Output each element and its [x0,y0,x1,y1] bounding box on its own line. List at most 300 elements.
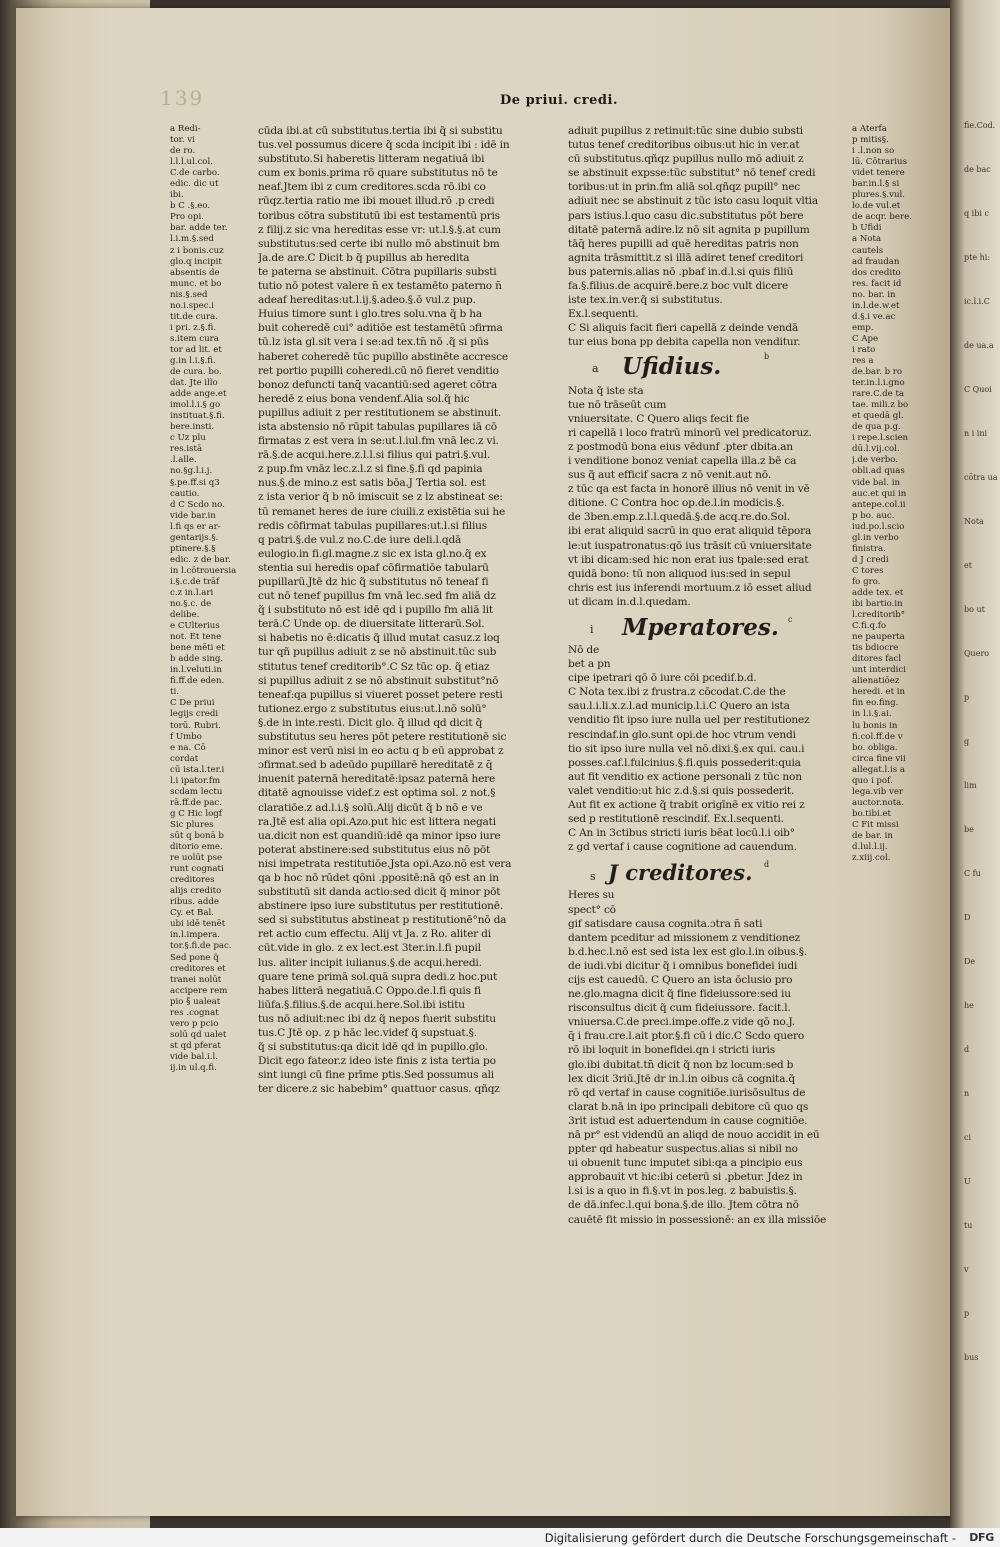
text-line: tutio nō potest valere n̄ ex testamēto paterno n̄ [258,280,502,293]
gloss-line: auctor.nota. [852,797,905,808]
gloss-line: d C Scdo no. [170,499,225,510]
next-page-fragment: he [964,1001,974,1010]
next-page-fragment: d [964,1045,970,1054]
gloss-line: circa fine vii [852,753,906,764]
text-line: Heres su [568,889,615,902]
paragraph-block [568,384,848,610]
gloss-line: i pri. z.§.fi. [170,322,217,333]
gloss-line: vide bal.i.l. [170,1051,218,1062]
text-line: venditio fit ipso iure nulla uel per restitutionez [568,714,810,727]
gloss-line: scdam lectu [170,786,223,797]
gloss-line: res a [852,355,874,366]
gloss-line: creditores et [170,963,226,974]
gloss-line: tis bdiocre [852,643,899,654]
gloss-line: pio §̄ ualeat [170,996,221,1007]
gloss-line: creditores [170,875,215,886]
gloss-line: j.de verbo. [852,455,899,466]
gloss-line: rā.ff.de pac. [170,797,222,808]
gloss-line: ti. [170,687,179,698]
text-line: z filij.z sic vna hereditas esse vr: ut.l.§.§.at cum [258,223,501,236]
gloss-line: C tores [852,565,884,576]
text-line: ui obuenit tunc imputet sibi:qa a pincipio eus [568,1157,803,1170]
gloss-line: emp. [852,322,874,333]
gloss-line: bo.tibi.et [852,808,891,819]
gloss-line: bar.in.l.§ si [852,179,900,190]
text-line: rescindaf.in glo.sunt opi.de hoc vtrum vendi [568,728,796,741]
gloss-line: in.l.veluti.in [170,665,222,676]
text-line: substitutus seu heres pōt petere restitutionē sic [258,731,507,744]
gloss-line: instituat.§.fi. [170,411,225,422]
text-line: nus.§.de mino.z est satis bōa.J Tertia sol. est [258,477,486,490]
gloss-line: d.§.i ve.ac [852,311,896,322]
text-line: poterat abstinere:sed substitutus eius nō pōt [258,843,491,856]
gloss-line: Pro opi. [170,212,204,223]
gloss-line: not. Et tene [170,632,222,643]
text-line: ditione. C Contra hoc op.de.l.in modicis.§. [568,497,785,510]
gloss-line: b adde sing. [170,654,224,665]
gloss-line: adde ange.et [170,389,227,400]
gloss-line: d.lul.l.ij. [852,842,888,853]
gloss-line: bar. adde ter. [170,223,228,234]
gloss-line: no. bar. in [852,289,896,300]
gloss-marker: a [592,361,599,375]
gloss-line: in l.i.§.ai. [852,709,892,720]
gloss-line: tor.§.fi.de pac. [170,941,232,952]
rubric-si-creditores [568,858,848,888]
text-line: substitutū sit danda actio:sed dicit q̃ minor pōt [258,886,501,899]
text-line: agnita trāsmittit.z si illā adiret tenef creditori [568,251,804,264]
next-page-fragment: tu [964,1221,973,1230]
text-line: ɔfirmat.sed b adeūdo pupillarē hereditatē z q̄ [258,759,493,772]
text-line: abstinere ipso iure substitutus per restitutionē. [258,900,503,913]
gloss-line: C De priui [170,698,215,709]
text-line: gif satisdare causa cognita.ɔtra n̄ sati [568,917,763,930]
text-line: sus q̃ aut efficif sacra z nō venit.aut nō. [568,469,772,482]
text-line: pupillarū.Jtē dz hic q̃ substitutus nō teneaf fi [258,576,489,588]
text-line: q patri.§.de vul.z no.C.de iure deli.l.qdā [258,533,462,546]
gloss-line: in l.cōtrouersia [170,565,237,576]
text-line: q̃ si substitutus:qa dicit idē qd in pupillo.glo. [258,1041,488,1054]
gloss-line: gl.in verbo [852,532,899,543]
gloss-line: cordat [170,753,199,764]
text-line: 3rit istud est aduertendum in cause cognitiōe. [568,1114,808,1127]
text-line: ditatē paternā adire.lz nō sit agnita p pupillum [568,223,810,236]
gloss-marker: s [590,870,596,884]
gloss-left-column [170,124,250,1074]
text-line: b.d.hec.l.nō est sed ista lex est glo.l.in oibus.§. [568,945,807,958]
text-line: terā.C Unde op. de diuersitate litterarū.Sol. [258,618,485,631]
text-line: de iudi.vbi dicitur q̃ i omnibus bonefidei iudi [568,959,798,972]
gloss-line: de bar. in [852,831,893,841]
text-line: adeaf hereditas:ut.l.ij.§.adeo.§.ō vul.z pup. [258,294,476,307]
gloss-line: de acqr. bere. [852,212,912,223]
gloss-line: bere.insti. [170,422,215,433]
gloss-line: res .cognat [170,1007,219,1018]
text-line: fa.§.filius.de acquirē.bere.z boc vult dicere [568,280,789,293]
gloss-line: finistra. [852,543,886,554]
text-line: dantem pceditur ad missionem z venditionez [568,931,801,944]
text-line: minor est verū nisi in eo actu q b eū approbat z [258,745,504,758]
next-page-fragment: p [964,693,970,702]
text-line: toribus:ut in prin.fm aliā sol.qñqz pupill° nec [568,181,801,194]
gloss-line: C Ape [852,333,879,344]
text-line: buit coheredē cui° aditiōe est testamētū ɔfirma [258,322,503,335]
gloss-line: C Fit missi [852,819,899,830]
text-line: tāq̄ heres pupilli ad quē hereditas patris non [568,237,799,250]
text-line: cūda ibi.at cū substitutus.tertia ibi q̃ si substitu [258,125,503,137]
text-line: z postmodū bona eius vēdunf .pter dbita.an [568,440,793,453]
gloss-line: de qua p.g. [852,422,901,433]
text-line: de 3ben.emp.z.l.l.quedā.§.de acq.re.do.Sol. [568,511,790,524]
gloss-line: gentarijs.§. [170,532,219,543]
next-page-fragment: q ibi c [964,209,989,218]
next-page-fragment: De [964,957,976,966]
gloss-line: lū. Cōtrarius [852,157,907,168]
text-line: spect° cō [568,903,616,916]
gloss-marker: c [788,615,793,624]
next-page-fragment: de bac [964,165,991,174]
gloss-line: e na. Cō [170,742,206,753]
text-line: nā pr° est videndū an aliqd de nouo accidit in eū [568,1129,820,1141]
next-page-fragment: cōtra ua [964,473,998,482]
gloss-line: edic. dic ut [170,179,219,190]
gloss-line: legijs credi [170,709,219,720]
text-line: tū remanet heres de iure ciuili.z existētia sui he [258,505,506,518]
text-line: ua.dicit non est quandiū:idē qa minor ipso iure [258,829,501,842]
text-line: de dā.infec.l.qui bona.§.de illo. Jtem cōtra nō [568,1199,799,1212]
gloss-line: b C .§.eo. [170,201,211,212]
gloss-line: z i bonis.cuz [170,245,224,256]
gloss-line: vide bar.in [170,510,216,521]
gloss-line: i rato [852,344,876,355]
gloss-line: c Uz plu [170,433,206,444]
text-line: ppter qd habeatur suspectus.alias si nibil no [568,1143,798,1156]
text-line: ne.glo.magna dicit q̃ fine fideiussore:sed iu [568,988,791,1001]
text-line: C Nota tex.ibi z frustra.z cōcodat.C.de the [568,686,786,699]
gloss-line: lega.vib ver [852,786,904,797]
text-line: rā.§.de acqui.here.z.l.l.si filius qui patri.§.vul. [258,449,491,462]
gloss-line: accipere rem [170,985,228,996]
gloss-line: edic. z de bar. [170,554,231,565]
text-line: Huius timore sunt i glo.tres solu.vna q̃ b ha [258,308,482,321]
gloss-line: Sed pone q̃ [170,952,219,963]
text-line: z gd vertaf i cause cognitione ad cauendum. [568,841,797,854]
text-line: sint iungi cū fine prīme ptis.Sed possumus ali [258,1069,494,1082]
gloss-line: dū.l.vij.col. [852,444,900,455]
text-line: neaf.Jtem ibi z cum creditores.scda rō.ibi co [258,181,486,194]
next-page-fragment: lim [964,781,977,790]
text-line: redis cōfirmat tabulas pupillares:ut.l.si filius [258,519,488,532]
gloss-line: antepe.col.ii [852,499,906,510]
text-line: §.de in inte.resti. Dicit glo. q̃ illud qd dicit q̃ [258,716,483,729]
next-page-fragment: ci [964,1133,972,1142]
text-line: eulogio.in fi.gl.magne.z sic ex ista gl.no.q̃ ex [258,547,487,560]
text-line: cipe ipetrari qō ō iure cōi pcedif.b.d. [568,672,757,685]
gloss-line: e CUlterius [170,621,220,632]
text-line: inuenit paternā hereditatē:ipsaz paternā here [258,773,496,786]
gloss-line: fin eo.fing. [852,698,899,709]
gloss-line: res.istā [170,444,203,455]
gloss-line: obli.ad quas [852,466,905,477]
gloss-line: C.fi.q.fo [852,621,887,632]
text-line: toribus cōtra substitutū ibi est testamentū pris [258,209,500,222]
gloss-line: adde tex. et [852,587,904,598]
text-line: pupillus adiuit z per restitutionem se abstinuit. [258,406,502,419]
text-line: ista abstensio nō rūpit tabulas pupillares iā cō [258,420,497,433]
text-line: haberet coheredē tūc pupillo abstinēte accresce [258,350,508,363]
gloss-line: tae. mili.z bo [852,400,909,411]
text-line: stentia sui heredis opaf cōfirmatiōe tabularū [258,561,489,574]
gloss-line: g C Hic logf [170,808,222,819]
text-line: vt ibi dicam:sed hic non erat ius tpale:sed erat [568,553,809,566]
gloss-line: ubi idē tenēt [170,919,226,930]
page-header-title: De priui. credi. [500,93,618,108]
next-page-edge [950,0,1000,1528]
gloss-line: et quedā gl. [852,411,904,422]
next-page-fragment: pte hi: [964,253,991,262]
text-line: si habetis no ē:dicatis q̃ illud mutat casuz.z loq [258,632,500,645]
text-line: teneaf:qa pupillus si viueret posset petere resti [258,688,503,701]
gloss-line: vero p pcio [170,1018,219,1029]
gloss-line: munc. et bo [170,278,222,289]
gloss-marker: i [590,623,594,636]
gloss-line: ad fraudan [852,256,900,267]
gloss-line: solū qd ualet [170,1029,227,1040]
text-line: nisi impetrata restitutiōe.Jsta opi.Azo.nō est vera [258,857,512,870]
next-page-fragment: g [964,737,970,746]
text-line: tur eius bona pp debita capella non venditur. [568,336,801,349]
gloss-line: p mitis§. [852,135,889,146]
text-line: ibi erat aliquid sacrū in quo erat aliquid tēpora [568,525,812,538]
gloss-line: tranei nolūt [170,974,222,985]
text-line: habes litterā negatiuā.C Oppo.de.l.fi quis fi [258,984,481,997]
text-line: tū.lz ista gl.sit vera i se:ad tex.tn̄ nō .q̃ si pūs [258,336,489,349]
gloss-line: l.i.m.§.sed [170,234,214,245]
gloss-line: ij.in ul.q.fi. [170,1062,217,1073]
gloss-line: allegat.l.is a [852,764,906,775]
next-page-fragment: C fu [964,869,981,878]
gloss-line: bo. obliga. [852,742,898,753]
rubric-heading: Ufidius. [622,352,722,380]
text-line: Ja.de are.C Dicit b q̃ pupillus ab heredita [258,251,470,264]
gloss-line: ne pauperta [852,632,905,643]
text-line: cut nō tenef pupillus fm vnā lec.sed fm aliā dz [258,590,496,603]
gloss-line: dat. Jte illo [170,378,218,389]
text-line: tus nō adiuit:nec ibi dz q̃ nepos fuerit substitu [258,1012,496,1025]
gloss-line: ibi. [170,190,184,201]
text-line: approbauit vt hic:ibi ceterū si .pbetur. Jdez in [568,1171,803,1184]
text-line: lex dicit 3riū.Jtē dr in.l.in oibus cā cognita.q̃ [568,1072,795,1085]
next-page-fragment: ic.l.i.C [964,297,990,306]
text-line: cijs est cauedū. C Quero an ista ōclusio pro [568,973,793,986]
text-line: adiuit nec se abstinuit z tūc isto casu loquit vltia [568,195,818,208]
text-line: substituto.Si haberetis litteram negatiuā ibi [258,153,485,166]
main-text-left-column [258,124,548,1096]
text-line: ut dicam in.d.l.quedam. [568,595,691,608]
text-line: qa b hoc nō rūdet qōni .ppositē:nā qō est an in [258,871,499,884]
text-line: ri capellā i loco fratrū minorū vel predicatoruz. [568,426,812,439]
text-line: sed p restitutionē rescindif. Ex.l.sequenti. [568,813,784,826]
next-page-fragment: n [964,1089,970,1098]
text-line: quare tene primā sol.quā supra dedi.z hoc.put [258,970,498,983]
text-line: Nō de [568,644,600,656]
gloss-line: a Aterfa [852,124,887,134]
gloss-line: iud.po.l.scio [852,521,905,532]
text-line: quidā bono: tū non aliquod ius:sed in sepul [568,567,791,580]
text-line: rō ibi loquit in bonefidei.qn i stricti iuris [568,1044,775,1057]
gloss-line: torū. Rubri. [170,720,221,731]
text-line: posses.caf.l.fulcinius.§.fi.quis possederit:quia [568,756,801,769]
text-line: chris est ius inferendi mortuum.z iō esset aliud [568,581,812,594]
gloss-line: fi.col.ff.de v [852,731,903,742]
gloss-line: tor ad lit. et [170,344,222,355]
text-line: q̃ i substituto nō est idē qd i pupillo fm aliā lit [258,604,493,617]
text-line: tutus tenef creditoribus oibus:ut hic in ver.at [568,139,800,152]
text-line: bonoz defuncti tanq̄ vacantiū:sed ageret cōtra [258,378,497,391]
text-line: firmatas z est vera in se:ut.l.iul.fm vnā lec.z vi. [258,435,499,448]
text-line: risconsultus dicit q̃ cum fideiussore. facit.l. [568,1002,791,1015]
gloss-line: vide bal. in [852,477,901,488]
gloss-line: cū ista.l.ter.i [170,764,225,775]
gloss-line: runt cognati [170,864,224,875]
text-line: te paterna se abstinuit. Cōtra pupillaris substi [258,265,497,278]
text-line: bet a pn [568,658,611,671]
gloss-line: .l.alle. [170,455,197,466]
rubric-ufidius [568,350,848,384]
rubric-heading: Mperatores. [622,614,779,641]
gloss-line: no.§.c. de [170,599,212,610]
gloss-line: c.z in.l.ari [170,587,214,598]
gloss-line: ditores facl [852,654,902,665]
text-line: liūfa.§.filius.§.de acqui.here.Sol.ibi istitu [258,998,465,1011]
text-line: tur qñ pupillus adiuit z se nō abstinuit.tūc sub [258,646,497,659]
next-page-fragment: be [964,825,974,834]
gloss-line: auc.et qui in [852,488,907,499]
gloss-right-column [852,124,932,864]
gloss-line: sūt q bonā b [170,831,224,841]
gloss-line: Cy. et Bal. [170,908,214,919]
gloss-line: alijs credito [170,886,222,897]
gloss-line: i.§.c.de trāf [170,576,220,587]
gloss-line: l.fi qs er ar- [170,521,221,532]
gloss-line: z.xiij.col. [852,853,891,864]
text-line: sed si substitutus abstineat p restitutionē°nō da [258,914,507,927]
gloss-line: lo.de vul.et [852,201,901,212]
text-line: glo.ibi dubitat.tn̄ dicit q̃ non bz locum:sed b [568,1058,794,1071]
text-line: ter dicere.z sic habebim° quattuor casus. qñqz [258,1083,500,1096]
gloss-line: ditorio eme. [170,842,223,853]
text-line: rūqz.tertia ratio me ibi mouet illud.rō .p credi [258,195,495,208]
text-line: l.si is a quo in fi.§.vt in pos.leg. z babuistis.§. [568,1185,797,1198]
text-line: vniuersa.C.de preci.impe.offe.z vide qō no.J. [568,1016,795,1029]
text-line: q̄ i frau.cre.l.ait ptor.§.fi cū i dic.C Scdo quero [568,1030,804,1043]
text-line: z tūc qa est facta in honorē illius nō venit in vē [568,483,810,496]
paragraph-block [568,888,848,1226]
next-page-fragment: bo ut [964,605,985,614]
next-page-fragment: Quero [964,649,990,658]
gloss-line: unt interdici [852,665,906,676]
text-line: tue nō trāseūt cum [568,398,667,411]
gloss-line: fo gro. [852,576,881,587]
rubric-heading: J creditores. [608,860,753,886]
gloss-line: ribus. adde [170,897,219,908]
gloss-line: lu bonis in [852,720,898,731]
gloss-line: no.i.spec.i [170,300,215,311]
text-line: z ista verior q̃ b nō imiscuit se z lz abstineat se: [258,491,503,504]
folio-number: 139 [160,86,205,110]
gloss-line: res. facit id [852,278,902,289]
text-line: iste tex.in.ver.q̃ si substitutus. [568,294,723,307]
gloss-line: in.l.impera. [170,930,220,941]
gloss-line: dos credito [852,267,901,278]
next-page-fragment: p [964,1309,970,1318]
gloss-line: d J credi [852,554,889,565]
next-page-fragment: Nota [964,517,984,526]
text-line: rō qd vertaf in cause cognitiōe.iurisōsultus de [568,1086,806,1099]
gloss-line: de ro. [170,146,196,157]
text-line: tus.C Jtē op. z p hāc lec.videf q̃ supstuat.§. [258,1027,477,1039]
text-line: adiuit pupillus z retinuit:tūc sine dubio substi [568,125,803,137]
gloss-line: b Ufidi [852,223,882,234]
gloss-line: alienatiōez [852,676,900,687]
text-line: claratiōe.z ad.l.i.§ solū.Alij dicūt q̃ b nō e ve [258,801,483,814]
gloss-line: imol.l.i.§ go [170,400,221,411]
gloss-line: in.l.de.w.et [852,300,900,311]
text-line: pars istius.l.quo casu dic.substitutus pōt bere [568,209,804,222]
gloss-line: quo i pof. [852,775,893,786]
text-line: lus. aliter incipit iulianus.§.de acqui.heredi. [258,956,482,969]
text-line: sau.l.i.li.x.z.l.ad municip.l.i.C Quero an ista [568,700,790,713]
next-page-fragment: C Quoi [964,385,992,394]
gloss-line: videt tenere [852,168,905,179]
gloss-line: tor. vi [170,135,195,146]
gloss-line: absentis de [170,267,220,278]
text-line: aut fit venditio ex actione personali z tūc non [568,770,802,783]
gloss-line: de cura. bo. [170,367,222,378]
next-page-fragment: de ua.a [964,341,994,350]
text-line: i venditione bonoz veniat capella illa.z bē ca [568,454,797,467]
text-line: Dicit ego fateor.z ideo iste finis z ista tertia po [258,1055,496,1068]
gloss-line: l.i ipator.fm [170,775,221,786]
gloss-line: i repe.l.scien [852,433,909,444]
gloss-line: ter.in.l.i.gno [852,378,905,389]
text-line: ret portio pupilli coheredi.cū nō fieret venditio [258,364,499,377]
gloss-line: de.bar. b ro [852,367,903,378]
gloss-line: plures.§.vul. [852,190,906,201]
rubric-imperatores [568,613,848,643]
text-line: heredē z eius bona vendenf.Alia sol.q̃ hic [258,392,470,405]
gloss-line: l.l.l.ul.col. [170,157,213,168]
text-line: stitutus tenef creditorib°.C Sz tūc op. q̃ etiaz [258,660,490,673]
text-line: se abstinuit expsse:tūc substitut° nō tenef credi [568,167,816,180]
gloss-line: p bo. auc. [852,510,895,521]
text-line: substitutus:sed certe ibi nullo mō abstinuit bm [258,237,500,250]
next-page-fragment: bus [964,1353,979,1362]
text-line: ra.Jtē est alia opi.Azo.put hic est littera negati [258,815,496,828]
gloss-marker: d [764,860,769,870]
text-line: tutionez.ergo z substitutus eius:ut.l.nō solū° [258,702,487,715]
gloss-line: g.in l.i.§.fi. [170,355,216,366]
text-line: Ex.l.sequenti. [568,308,639,321]
next-page-fragment: v [964,1265,969,1274]
footer-bar [0,1528,1000,1547]
text-line: vniuersitate. C Quero aliqs fecit fie [568,412,750,425]
next-page-fragment: n i ini [964,429,988,438]
text-line: ret actio cum effectu. Alij vt Ja. z Ro. aliter di [258,928,491,941]
gloss-line: tit.de cura. [170,311,219,322]
next-page-fragment: U [964,1177,971,1186]
gloss-line: rare.C.de ta [852,389,905,400]
